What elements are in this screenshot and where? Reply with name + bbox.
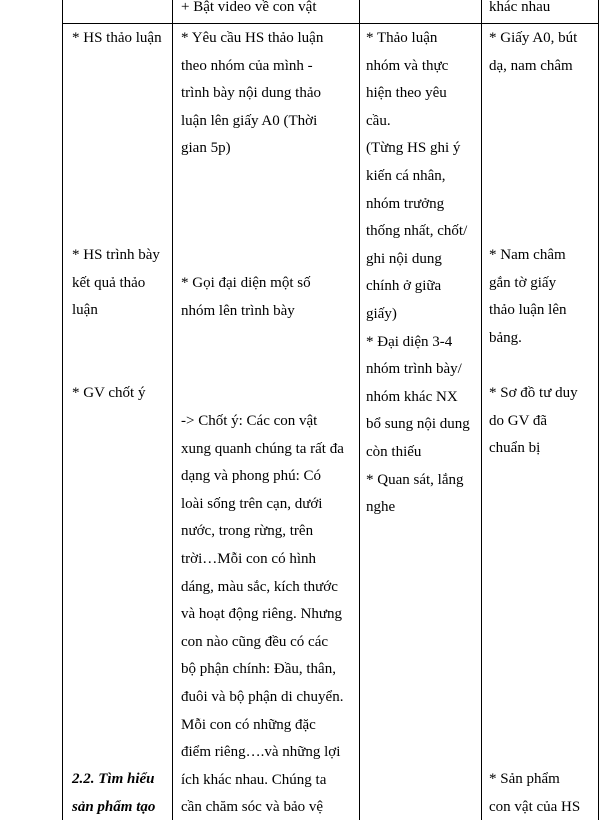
text-line: nghe xyxy=(366,499,396,516)
text-line: xung quanh chúng ta rất đa xyxy=(181,440,344,457)
text-line: điểm riêng….và những lợi xyxy=(181,744,341,761)
activity-cell-summary xyxy=(181,408,344,822)
text-line: * Quan sát, lắng xyxy=(366,471,464,488)
text-line: gắn tờ giấy xyxy=(489,274,557,291)
text-line: nhóm trình bày/ xyxy=(366,361,462,378)
text-line: (Từng HS ghi ý xyxy=(366,140,461,157)
text-line: cần chăm sóc và bảo vệ xyxy=(181,799,324,816)
table-border-right xyxy=(598,0,599,820)
text-line: * Nam châm xyxy=(489,247,566,263)
text-line: hiện theo yêu xyxy=(366,85,447,102)
top-cell-activity: + Bật video về con vật xyxy=(181,0,317,15)
text-line: -> Chốt ý: Các con vật xyxy=(181,413,318,429)
materials-cell-products xyxy=(489,766,580,821)
text-line: nhóm khác NX xyxy=(366,388,458,405)
column-divider-3 xyxy=(481,0,482,820)
text-line: gian 5p) xyxy=(181,140,231,157)
text-line: trình bày nội dung thảo xyxy=(181,85,321,102)
text-line: * Đại diện 3-4 xyxy=(366,333,453,350)
text-line: đuôi và bộ phận di chuyển. xyxy=(181,688,344,705)
activity-cell-call-groups xyxy=(181,270,311,325)
text-line: kiến cá nhân, xyxy=(366,167,446,184)
text-line: 2.2. Tìm hiểu xyxy=(72,771,155,787)
text-line: * Thảo luận xyxy=(366,30,438,46)
text-line: cầu. xyxy=(366,112,391,129)
text-line: trời…Mỗi con có hình xyxy=(181,550,316,567)
text-line: bảng. xyxy=(489,329,522,346)
text-line: sản phẩm tạo xyxy=(72,798,156,815)
column-divider-1 xyxy=(172,0,173,820)
section-heading-2-2 xyxy=(72,766,155,821)
text-line: chính ở giữa xyxy=(366,278,442,295)
materials-cell-mindmap xyxy=(489,380,578,463)
text-line: dạng và phong phú: Có xyxy=(181,468,321,485)
student-activity-cell xyxy=(366,25,470,522)
text-line: nhóm trưởng xyxy=(366,195,445,212)
text-line: * Sản phẩm xyxy=(489,771,560,787)
row-divider xyxy=(62,23,599,24)
materials-cell-paper xyxy=(489,25,577,80)
text-line: còn thiếu xyxy=(366,443,422,460)
text-line: luận lên giấy A0 (Thời xyxy=(181,112,318,129)
text-line: giấy) xyxy=(366,305,397,322)
text-line: kết quả thảo xyxy=(72,274,146,291)
text-line: * Gọi đại diện một số xyxy=(181,275,311,291)
text-line: bổ sung nội dung xyxy=(366,416,470,433)
text-line: * Giấy A0, bút xyxy=(489,30,578,46)
text-line: * HS thảo luận xyxy=(72,30,162,46)
text-line: loài sống trên cạn, dưới xyxy=(181,495,323,512)
text-line: ghi nội dung xyxy=(366,250,442,267)
text-line: con vật của HS xyxy=(489,798,581,815)
text-line: và hoạt động riêng. Nhưng xyxy=(181,606,343,623)
text-line: theo nhóm của mình - xyxy=(181,57,313,74)
step-cell-presentation xyxy=(72,242,160,325)
text-line: bộ phận chính: Đầu, thân, xyxy=(181,661,336,678)
activity-cell-group-task xyxy=(181,25,323,163)
text-line: dạ, nam châm xyxy=(489,57,573,74)
step-cell-conclusion xyxy=(72,380,145,408)
text-line: nhóm và thực xyxy=(366,57,449,74)
text-line: ích khác nhau. Chúng ta xyxy=(181,771,327,788)
table-border-left xyxy=(62,0,63,820)
text-line: dáng, màu sắc, kích thước xyxy=(181,578,338,595)
text-line: chuẩn bị xyxy=(489,440,541,457)
text-line: luận xyxy=(72,302,98,319)
text-line: do GV đã xyxy=(489,412,548,429)
text-line: nhóm lên trình bày xyxy=(181,302,295,319)
text-line: thảo luận lên xyxy=(489,302,567,319)
text-line: * Yêu cầu HS thảo luận xyxy=(181,30,324,46)
step-cell-discussion xyxy=(72,25,162,53)
materials-cell-magnet xyxy=(489,242,566,352)
text-line: nước, trong rừng, trên xyxy=(181,523,314,540)
text-line: Mỗi con có những đặc xyxy=(181,716,316,733)
text-line: con nào cũng đều có các xyxy=(181,633,329,650)
text-line: thống nhất, chốt/ xyxy=(366,223,468,240)
text-line: * HS trình bày xyxy=(72,247,160,263)
text-line: * Sơ đồ tư duy xyxy=(489,385,578,401)
text-line: * GV chốt ý xyxy=(72,385,146,401)
top-cell-materials: khác nhau xyxy=(489,0,551,15)
column-divider-2 xyxy=(359,0,360,820)
